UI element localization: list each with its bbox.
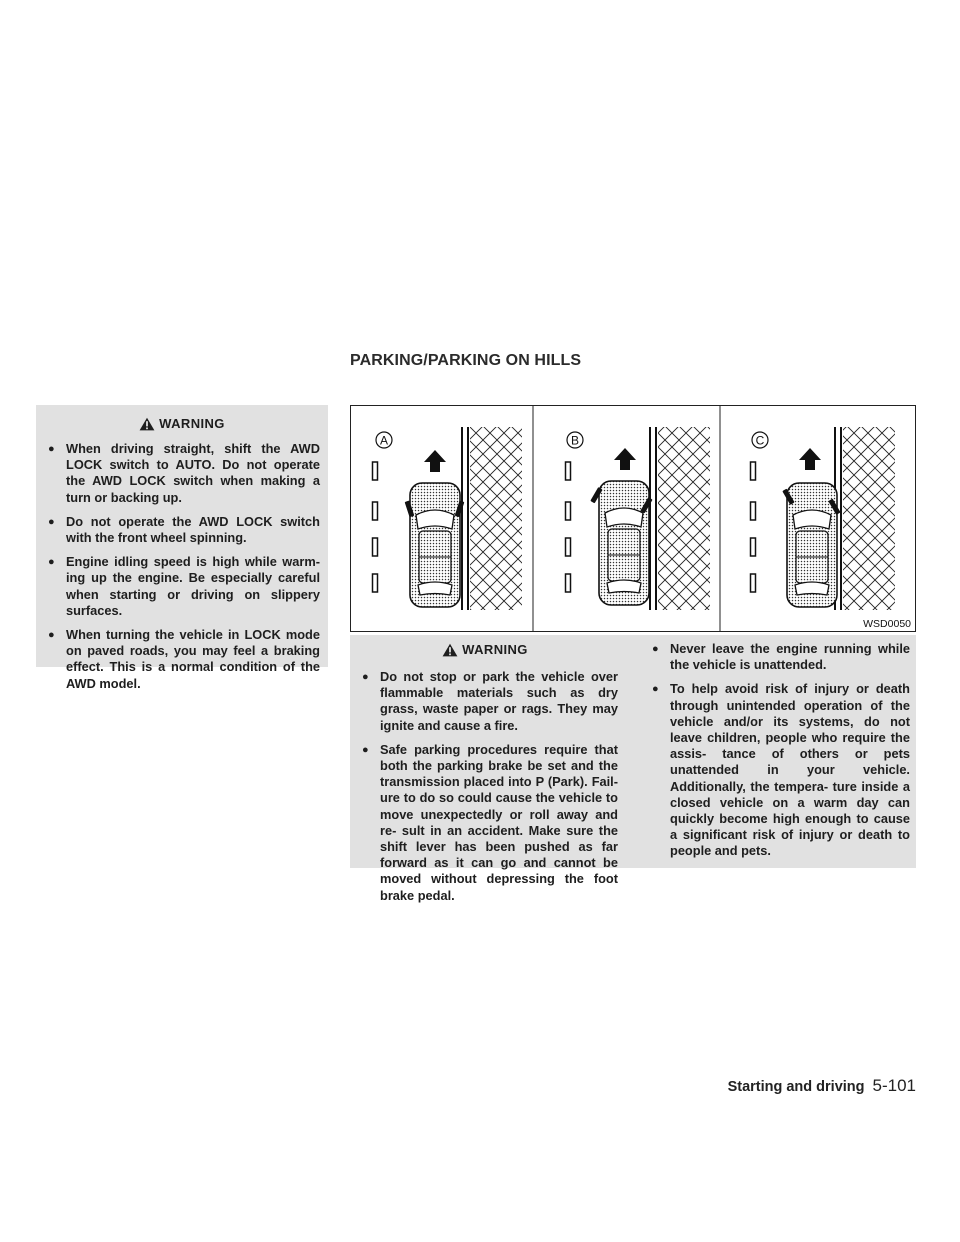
warning-triangle-icon <box>139 417 155 431</box>
parking-diagram <box>350 405 916 632</box>
panel-label-c: C <box>755 433 765 448</box>
diagram-code: WSD0050 <box>863 618 911 630</box>
warning-item: ● Do not stop or park the vehicle over flammable materials such as dry grass, waste paper or rags. They may ignite and cause a fire. <box>356 669 618 734</box>
warning-box-right <box>350 635 916 903</box>
panel-label-a: A <box>379 433 389 448</box>
warning-triangle-icon <box>442 643 458 657</box>
warning-header <box>350 639 620 661</box>
panel-label-b: B <box>570 433 580 448</box>
warning-list-col1 <box>356 669 618 912</box>
page-number: 5-101 <box>872 1076 916 1095</box>
warning-item: ● When turning the vehicle in LOCK mode on paved roads, you may feel a braking effect. This is a normal condition of the AWD model. <box>42 627 320 692</box>
warning-list-col2 <box>646 641 910 868</box>
warning-item: ● Safe parking procedures require that both the parking brake be set and the transmission placed into P (Park). Fail- ure to do so could cause the vehicle to move unexpectedly or roll away and re- sult in an accident. Make sure the shift lever has been pushed as far forward as it can go and cannot be moved without depressing the foot brake pedal. <box>356 742 618 904</box>
warning-title: WARNING <box>462 641 528 657</box>
section-heading: PARKING/PARKING ON HILLS <box>350 352 582 369</box>
warning-item: ● When driving straight, shift the AWD LOCK switch to AUTO. Do not operate the AWD LOCK switch when making a turn or backing up. <box>42 441 320 506</box>
warning-item: ● Engine idling speed is high while warm- ing up the engine. Be especially careful when starting or driving on slippery surfaces. <box>42 554 320 619</box>
page-footer <box>728 1076 916 1096</box>
warning-list <box>42 441 322 692</box>
warning-header <box>42 413 322 435</box>
warning-box-left <box>36 405 328 691</box>
footer-section-title: Starting and driving <box>727 1079 865 1095</box>
warning-item: ● Do not operate the AWD LOCK switch with the front wheel spinning. <box>42 514 320 546</box>
warning-item: ● To help avoid risk of injury or death through unintended operation of the vehicle and/or its systems, do not leave children, people who require the assis- tance of others or pets unattended in your vehicle. Additionally, the tempera- ture inside a closed vehicle on a warm day can quickly become high enough to cause a significant risk of injury or death to people and pets. <box>646 681 910 859</box>
warning-item: ● Never leave the engine running while the vehicle is unattended. <box>646 641 910 673</box>
warning-title: WARNING <box>159 415 225 431</box>
